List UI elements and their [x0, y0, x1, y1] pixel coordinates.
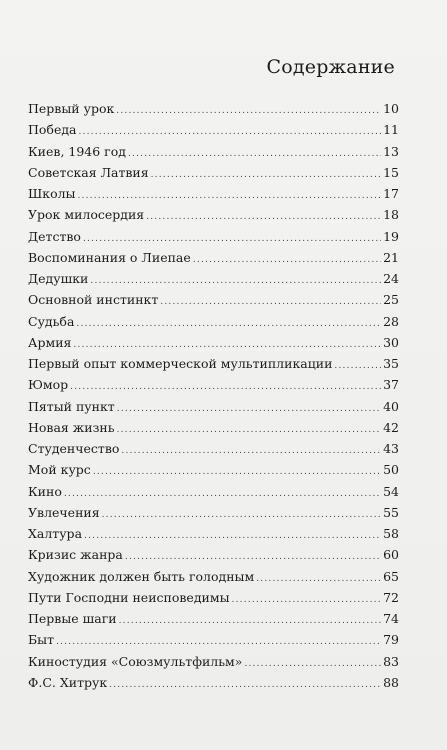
toc-entry-title: Киев, 1946 год: [28, 143, 126, 159]
toc-entry-page-number: 13: [383, 143, 399, 159]
toc-entry-page-number: 37: [383, 377, 399, 393]
toc-entry-title: Основной инстинкт: [28, 292, 159, 308]
toc-entry-leader-dots: [160, 292, 381, 313]
toc-entry-title: Студенчество: [28, 441, 120, 456]
toc-entry-page-number: 15: [383, 164, 399, 180]
toc-entry-leader-dots: [256, 569, 381, 590]
toc-entry-page-number: 88: [383, 674, 399, 690]
toc-entry-page-number: 58: [383, 526, 399, 541]
toc-entry: [28, 311, 399, 332]
toc-entry-leader-dots: [116, 101, 381, 122]
toc-entry: [28, 141, 399, 162]
toc-entry-leader-dots: [119, 611, 381, 632]
toc-entry-title: Увлечения: [28, 504, 100, 520]
toc-entry: [28, 672, 399, 693]
toc-entry: [28, 204, 399, 225]
toc-entry-title: Первый урок: [28, 101, 115, 116]
toc-entry-page-number: 83: [383, 653, 399, 669]
toc-entry: [28, 332, 399, 353]
toc-entry-title: Новая жизнь: [28, 419, 115, 435]
toc-entry-leader-dots: [76, 314, 381, 335]
toc-entry-page-number: 17: [383, 186, 399, 201]
toc-entry: [28, 566, 399, 587]
toc-entry: [28, 438, 399, 459]
toc-entry-leader-dots: [244, 654, 381, 675]
toc-entry: [28, 183, 399, 204]
toc-entry: [28, 289, 399, 310]
toc-entry-page-number: 50: [383, 462, 399, 478]
toc-entry-page-number: 43: [383, 441, 399, 456]
toc-entry-page-number: 42: [383, 419, 399, 435]
toc-entry-page-number: 28: [383, 313, 399, 329]
toc-entry-leader-dots: [70, 377, 381, 398]
toc-entry-title: Пути Господни неисповедимы: [28, 589, 230, 605]
toc-entry-page-number: 25: [383, 292, 399, 308]
toc-entry-page-number: 24: [383, 271, 399, 286]
toc-entry-leader-dots: [128, 144, 381, 165]
toc-entry-page-number: 54: [383, 483, 399, 499]
toc-entry: [28, 268, 399, 289]
toc-entry-leader-dots: [334, 356, 381, 377]
toc-entry: [28, 417, 399, 438]
toc-entry-title: Армия: [28, 334, 72, 350]
toc-entry-title: Воспоминания о Лиепае: [28, 249, 191, 265]
toc-entry-title: Юмор: [28, 377, 69, 393]
toc-entry-title: Мой курс: [28, 462, 91, 478]
toc-entry: [28, 396, 399, 417]
toc-entry-page-number: 35: [383, 356, 399, 371]
toc-entry: [28, 544, 399, 565]
toc-entry-title: Киностудия «Союзмультфильм»: [28, 653, 243, 669]
toc-entry: [28, 98, 399, 119]
toc-entry-leader-dots: [117, 399, 381, 420]
toc-entry-page-number: 55: [383, 504, 399, 520]
toc-entry-title: Победа: [28, 122, 77, 138]
toc-entry-leader-dots: [109, 675, 381, 696]
toc-entry-page-number: 72: [383, 589, 399, 605]
toc-entry: [28, 651, 399, 672]
toc-entry-leader-dots: [146, 207, 381, 228]
toc-entry: [28, 587, 399, 608]
toc-entry: [28, 502, 399, 523]
toc-entry-page-number: 18: [383, 207, 399, 223]
page-title: Содержание: [266, 56, 395, 78]
toc-entry: [28, 247, 399, 268]
toc-entry-page-number: 40: [383, 398, 399, 414]
toc-entry-title: Судьба: [28, 313, 75, 329]
toc-entry: [28, 629, 399, 650]
toc-entry: [28, 481, 399, 502]
toc-entry-title: Художник должен быть голодным: [28, 568, 255, 584]
toc-entry-title: Пятый пункт: [28, 398, 115, 414]
toc-entry-leader-dots: [64, 484, 381, 505]
toc-entry-page-number: 11: [383, 122, 399, 138]
toc-entry-title: Детство: [28, 228, 81, 244]
toc-entry-title: Быт: [28, 632, 55, 648]
toc-entry: [28, 226, 399, 247]
table-of-contents: [28, 98, 399, 693]
toc-entry-leader-dots: [102, 505, 381, 526]
toc-entry: [28, 353, 399, 374]
toc-entry-leader-dots: [193, 250, 381, 271]
toc-entry-page-number: 10: [383, 101, 399, 116]
toc-entry-leader-dots: [84, 526, 381, 547]
toc-entry-title: Советская Латвия: [28, 164, 149, 180]
toc-entry-title: Ф.С. Хитрук: [28, 674, 108, 690]
toc-entry-title: Дедушки: [28, 271, 89, 286]
toc-entry-leader-dots: [151, 165, 381, 186]
toc-entry-page-number: 21: [383, 249, 399, 265]
toc-entry-page-number: 65: [383, 568, 399, 584]
toc-entry-leader-dots: [93, 462, 381, 483]
toc-entry-page-number: 60: [383, 547, 399, 563]
toc-entry-page-number: 30: [383, 334, 399, 350]
toc-entry-title: Школы: [28, 186, 76, 201]
toc-entry: [28, 459, 399, 480]
toc-entry: [28, 608, 399, 629]
toc-entry-title: Первые шаги: [28, 611, 117, 626]
toc-entry-title: Кризис жанра: [28, 547, 123, 563]
toc-entry: [28, 523, 399, 544]
toc-entry-title: Первый опыт коммерческой мультипликации: [28, 356, 333, 371]
toc-entry-title: Кино: [28, 483, 62, 499]
toc-entry-title: Урок милосердия: [28, 207, 145, 223]
toc-entry: [28, 162, 399, 183]
toc-entry-leader-dots: [121, 441, 381, 462]
toc-entry-title: Халтура: [28, 526, 83, 541]
toc-entry-leader-dots: [232, 590, 382, 611]
toc-entry-leader-dots: [117, 420, 382, 441]
toc-entry: [28, 119, 399, 140]
toc-entry: [28, 374, 399, 395]
toc-entry-page-number: 19: [383, 228, 399, 244]
toc-entry-page-number: 74: [383, 611, 399, 626]
toc-entry-page-number: 79: [383, 632, 399, 648]
